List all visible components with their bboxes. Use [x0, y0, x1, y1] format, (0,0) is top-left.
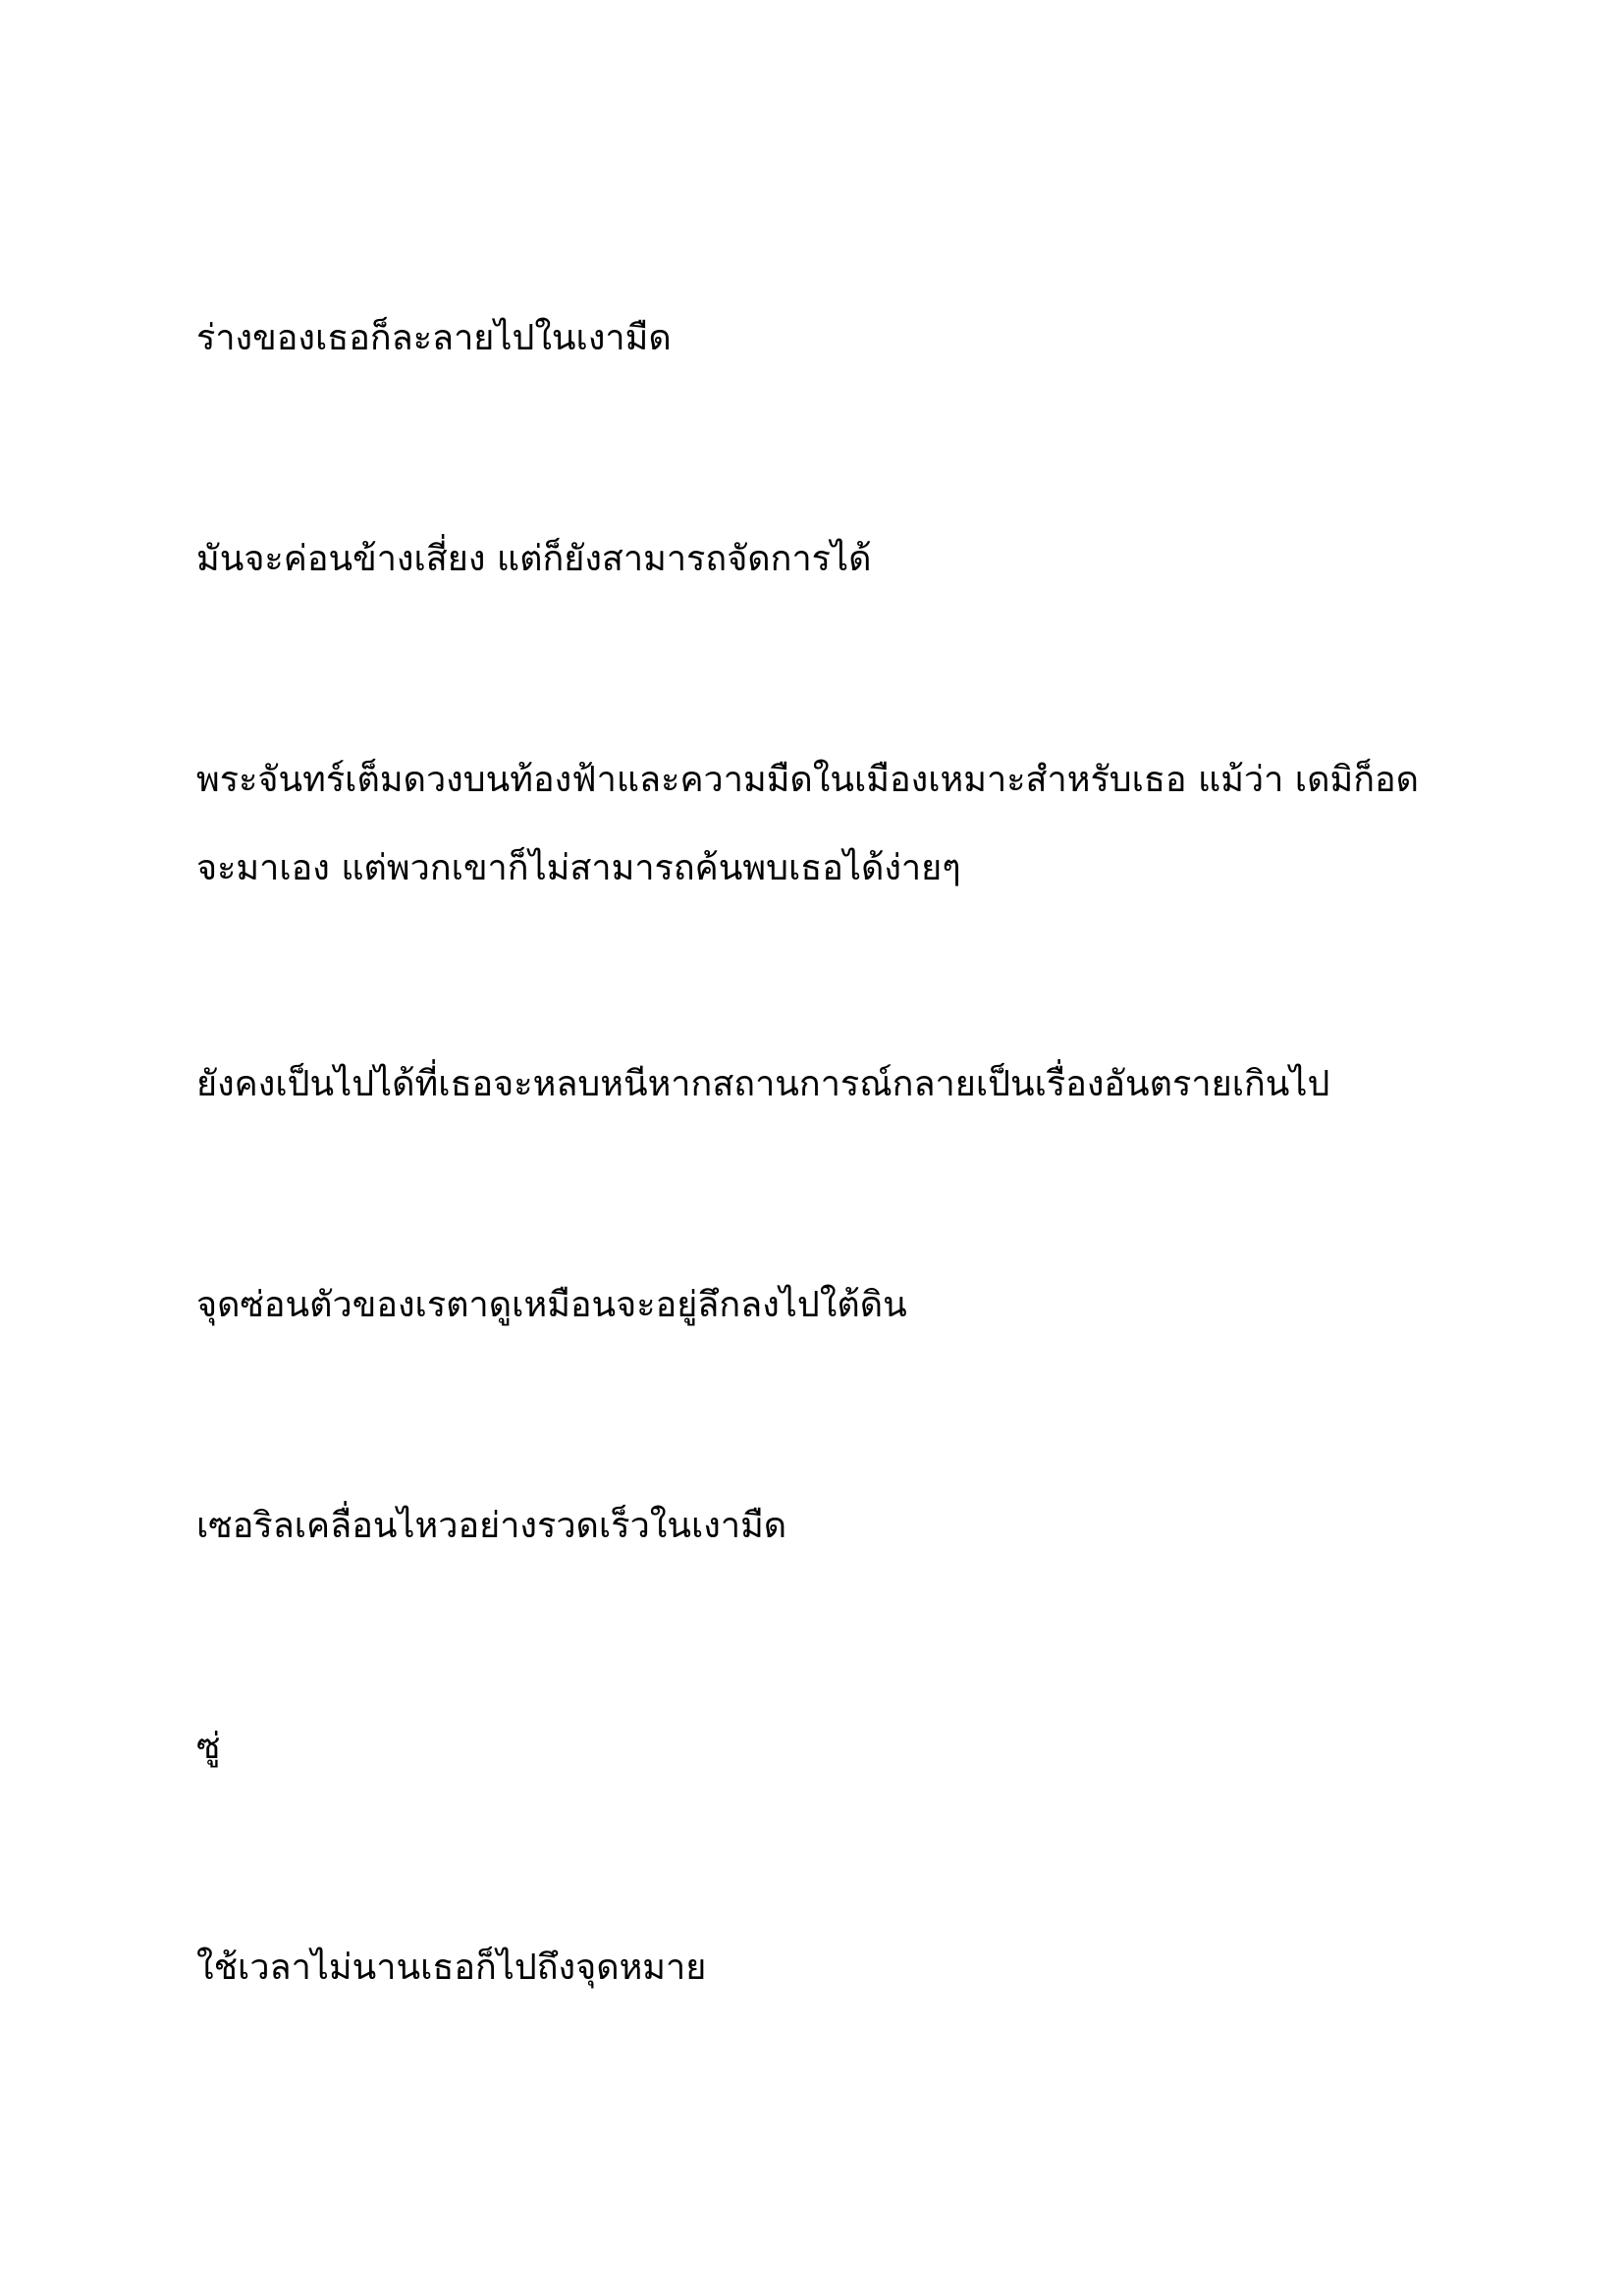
- paragraph-5: [196, 1261, 1473, 1350]
- text-line: ซู่: [196, 1727, 221, 1767]
- paragraph-8: [196, 1924, 1473, 2012]
- text-line: พระจันทร์เต็มดวงบนท้องฟ้าและความมืดในเมืองเหมาะสำหรับเธอ แม้ว่า เดมิก็อด: [196, 760, 1420, 800]
- paragraph-3: [196, 736, 1473, 913]
- text-line: ยังคงเป็นไปได้ที่เธอจะหลบหนีหากสถานการณ์กลายเป็นเรื่องอันตรายเกินไป: [196, 1064, 1330, 1104]
- text-line: จุดซ่อนตัวของเรตาดูเหมือนจะอยู่ลึกลงไปใต้ดิน: [196, 1285, 907, 1325]
- text-line: ใช้เวลาไม่นานเธอก็ไปถึงจุดหมาย: [196, 1948, 707, 1988]
- paragraph-7: [196, 1703, 1473, 1791]
- paragraph-2: [196, 515, 1473, 604]
- text-line: เซอริลเคลื่อนไหวอย่างรวดเร็วในเงามืด: [196, 1506, 787, 1546]
- text-line: จะมาเอง แต่พวกเขาก็ไม่สามารถค้นพบเธอได้ง่ายๆ: [196, 848, 961, 888]
- text-line: มันจะค่อนข้างเสี่ยง แต่ก็ยังสามารถจัดการได้: [196, 539, 872, 579]
- paragraph-1: [196, 294, 1473, 383]
- text-line: ร่างของเธอก็ละลายไปในเงามืด: [196, 318, 672, 358]
- paragraph-4: [196, 1041, 1473, 1129]
- paragraph-6: [196, 1482, 1473, 1571]
